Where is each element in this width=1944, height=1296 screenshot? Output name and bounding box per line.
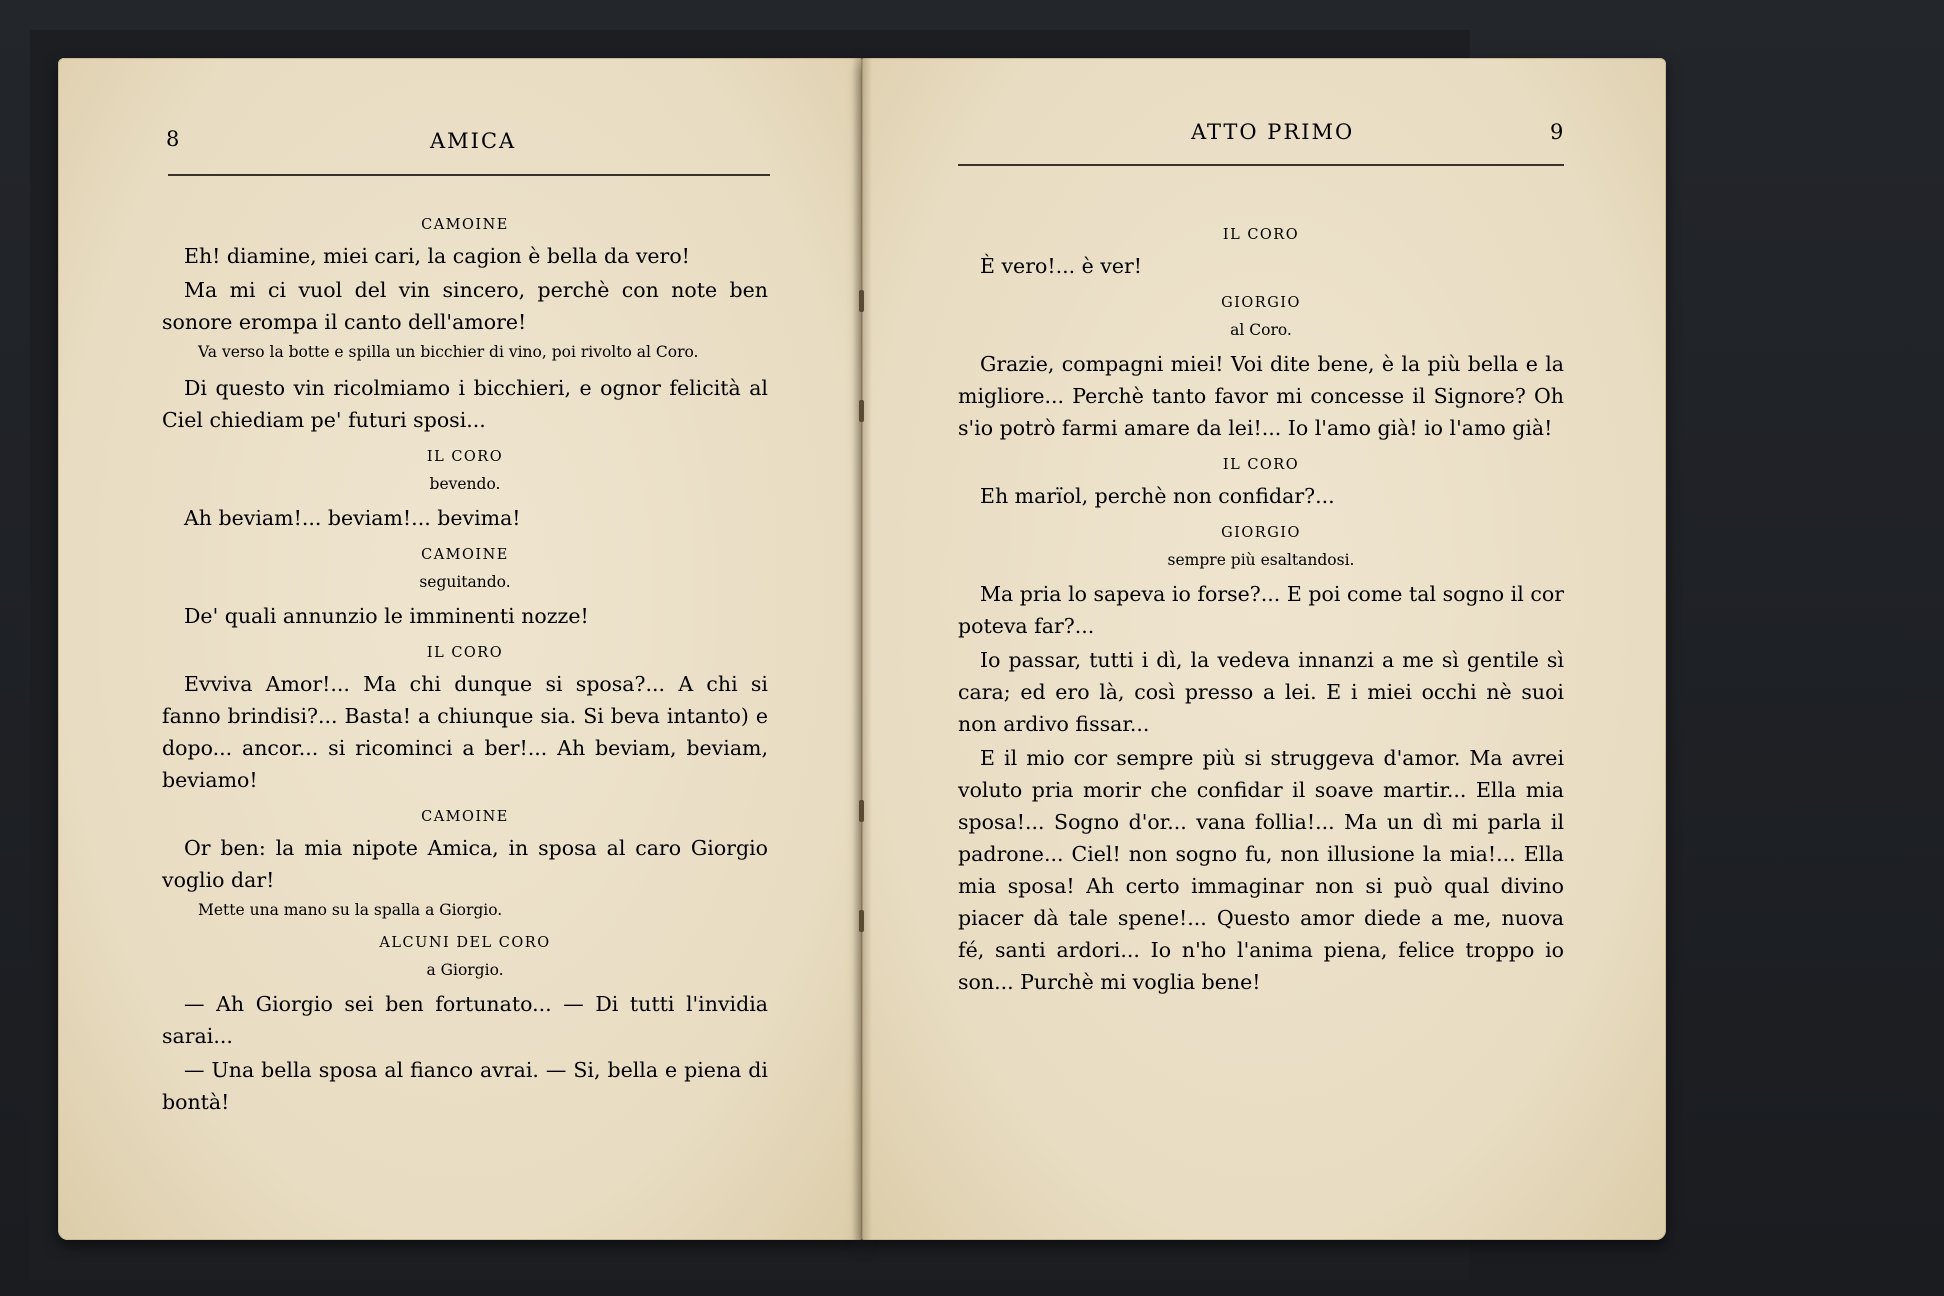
header-rule-left xyxy=(168,174,770,176)
speaker-name: ALCUNI DEL CORO xyxy=(379,935,551,951)
page-number-left: 8 xyxy=(166,127,182,151)
stage-direction: al Coro. xyxy=(1230,321,1292,339)
dialogue-line: Grazie, compagni miei! Voi dite bene, è la più bella e la migliore... Perchè tanto favor mi concesse il Signore? Oh s'io potrò farmi amare da lei!... Io l'amo già! io l'amo già! xyxy=(958,352,1564,440)
speaker-name: CAMOINE xyxy=(421,217,509,233)
dialogue-line: Di questo vin ricolmiamo i bicchieri, e ognor felicità al Ciel chiediam pe' futuri sposi... xyxy=(162,376,768,432)
right-text-column xyxy=(958,214,1564,1000)
stage-direction: bevendo. xyxy=(429,475,501,493)
dialogue-line: — Una bella sposa al fianco avrai. — Si, bella e piena di bontà! xyxy=(162,1058,768,1114)
dialogue-line: Ma pria lo sapeva io forse?... E poi come tal sogno il cor poteva far?... xyxy=(958,582,1564,638)
speaker-name: IL CORO xyxy=(1222,227,1300,243)
dialogue-line: E il mio cor sempre più si struggeva d'amor. Ma avrei voluto pria morir che confidar il soave martir... Ella mia sposa!... Sogno d'or... vana follia!... Ma un dì mi parla il padrone... Ciel! non sogno fu, non illusione la mia!... Ella mia sposa! Ah certo immaginar non si può qual divino piacer dà tale spene!... Questo amor diede a me, nuova fé, santi ardori... Io n'ho l'anima piena, felice troppo io son... Purchè mi voglia bene! xyxy=(958,746,1564,994)
binding-stitch xyxy=(859,290,864,312)
dialogue-line: Ma mi ci vuol del vin sincero, perchè con note ben sonore erompa il canto dell'amore! xyxy=(162,278,768,334)
speaker-name: IL CORO xyxy=(426,449,504,465)
dialogue-line: — Ah Giorgio sei ben fortunato... — Di tutti l'invidia sarai... xyxy=(162,992,768,1048)
dialogue-line: Io passar, tutti i dì, la vedeva innanzi a me sì gentile sì cara; ed ero là, così presso a lei. E i miei occhi nè suoi non ardivo fissar... xyxy=(958,648,1564,736)
header-rule-right xyxy=(958,164,1564,166)
stage-direction: Mette una mano su la spalla a Giorgio. xyxy=(198,901,503,919)
binding-stitch xyxy=(859,800,864,822)
binding-stitch xyxy=(859,400,864,422)
speaker-name: CAMOINE xyxy=(421,809,509,825)
stage-direction: Va verso la botte e spilla un bicchier di vino, poi rivolto al Coro. xyxy=(198,343,699,361)
speaker-name: IL CORO xyxy=(1222,457,1300,473)
stage-direction: sempre più esaltandosi. xyxy=(1167,551,1355,569)
dialogue-line: Or ben: la mia nipote Amica, in sposa al caro Giorgio voglio dar! xyxy=(162,836,768,892)
speaker-name: GIORGIO xyxy=(1221,525,1301,541)
binding-stitch xyxy=(859,910,864,932)
dialogue-line: De' quali annunzio le imminenti nozze! xyxy=(184,604,589,628)
speaker-name: CAMOINE xyxy=(421,547,509,563)
dialogue-line: È vero!... è ver! xyxy=(980,254,1143,278)
left-text-column xyxy=(162,204,768,1120)
speaker-name: GIORGIO xyxy=(1221,295,1301,311)
dialogue-line: Ah beviam!... beviam!... bevima! xyxy=(184,506,521,530)
stage-direction: seguitando. xyxy=(419,573,511,591)
page-number-right: 9 xyxy=(1550,120,1566,144)
dialogue-line: Eh marïol, perchè non confidar?... xyxy=(980,484,1335,508)
dialogue-line: Eh! diamine, miei cari, la cagion è bella da vero! xyxy=(184,244,690,268)
running-title-right: ATTO PRIMO xyxy=(1191,120,1355,144)
stage-direction: a Giorgio. xyxy=(426,961,504,979)
book-gutter xyxy=(852,58,872,1240)
dialogue-line: Evviva Amor!... Ma chi dunque si sposa?... A chi si fanno brindisi?... Basta! a chiunque sia. Si beva intanto) e dopo... ancor... si ricominci a ber!... Ah beviam, beviam, beviamo! xyxy=(162,672,768,792)
running-title-left: AMICA xyxy=(430,129,517,153)
speaker-name: IL CORO xyxy=(426,645,504,661)
